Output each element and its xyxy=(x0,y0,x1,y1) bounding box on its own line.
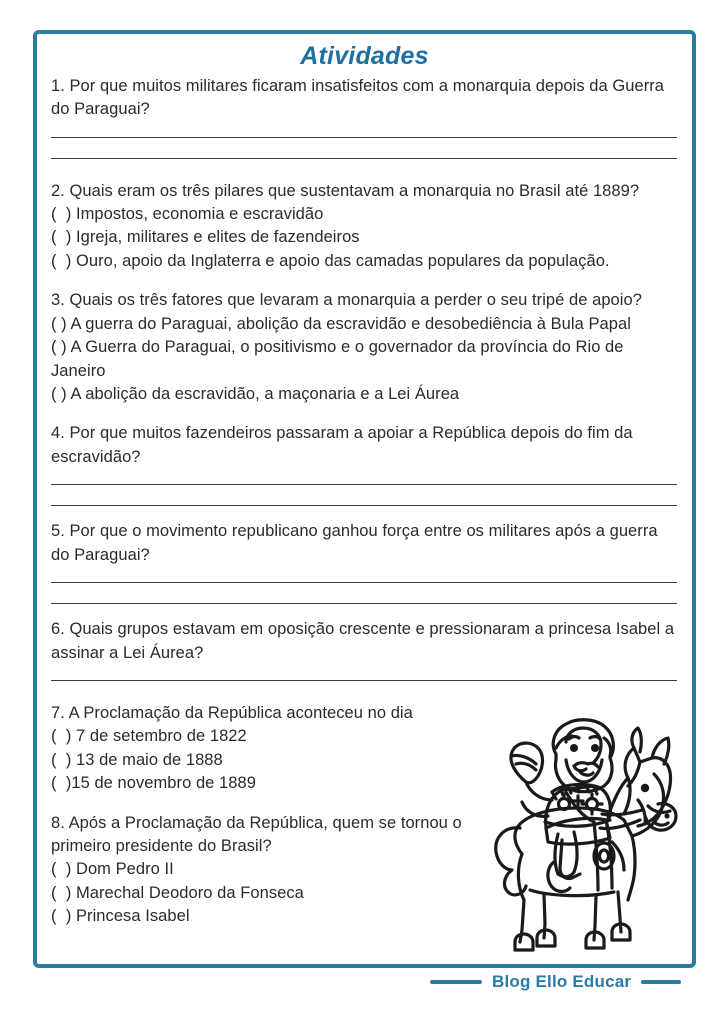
question-5-text: 5. Por que o movimento republicano ganhou força entre os militares após a guerra do Paraguai? xyxy=(51,522,658,564)
question-6-text: 6. Quais grupos estavam em oposição crescente e pressionaram a princesa Isabel a assinar a Lei Áurea? xyxy=(51,620,675,662)
spacer xyxy=(51,165,678,180)
footer-dash-left-icon xyxy=(430,980,482,984)
spacer xyxy=(51,274,678,289)
bottom-questions-column xyxy=(51,702,471,930)
question-8-option-1[interactable]: ( ) Dom Pedro II xyxy=(51,860,174,879)
question-1-answer-line-2[interactable] xyxy=(51,143,678,164)
spacer xyxy=(51,610,678,618)
question-1-answer-line-1[interactable] xyxy=(51,122,678,143)
question-6 xyxy=(51,618,678,686)
footer-brand-label: Blog Ello Educar xyxy=(492,972,632,991)
bottom-section xyxy=(51,702,678,959)
question-7-option-3[interactable]: ( )15 de novembro de 1889 xyxy=(51,774,256,793)
question-5 xyxy=(51,520,678,609)
worksheet-frame xyxy=(33,30,696,968)
question-1 xyxy=(51,75,678,164)
spacer xyxy=(51,512,678,520)
question-6-answer-line-1[interactable] xyxy=(51,665,678,686)
question-3-option-2[interactable]: ( ) A Guerra do Paraguai, o positivismo e o governador da província do Rio de Janeiro xyxy=(51,338,624,380)
question-8-text: 8. Após a Proclamação da República, quem se tornou o primeiro presidente do Brasil? xyxy=(51,813,462,856)
spacer xyxy=(51,797,471,812)
spacer xyxy=(51,687,678,702)
spacer xyxy=(51,407,678,422)
question-4 xyxy=(51,422,678,511)
question-2-option-3[interactable]: ( ) Ouro, apoio da Inglaterra e apoio das camadas populares da população. xyxy=(51,251,610,270)
question-3 xyxy=(51,289,678,406)
question-3-option-3[interactable]: ( ) A abolição da escravidão, a maçonaria e a Lei Áurea xyxy=(51,384,460,403)
question-2-text: 2. Quais eram os três pilares que sustentavam a monarquia no Brasil até 1889? xyxy=(51,181,640,200)
footer xyxy=(0,972,724,1012)
question-4-answer-line-2[interactable] xyxy=(51,490,678,511)
question-2-option-2[interactable]: ( ) Igreja, militares e elites de fazendeiros xyxy=(51,228,360,247)
question-8 xyxy=(51,812,471,929)
question-8-option-2[interactable]: ( ) Marechal Deodoro da Fonseca xyxy=(51,883,304,902)
footer-dash-right-icon xyxy=(641,980,681,984)
question-2 xyxy=(51,180,678,274)
question-4-text: 4. Por que muitos fazendeiros passaram a apoiar a República depois do fim da escravidão? xyxy=(51,424,633,466)
question-8-option-3[interactable]: ( ) Princesa Isabel xyxy=(51,907,190,926)
question-7 xyxy=(51,702,471,796)
question-3-text: 3. Quais os três fatores que levaram a monarquia a perder o seu tripé de apoio? xyxy=(51,291,642,310)
question-5-answer-line-1[interactable] xyxy=(51,567,678,588)
question-4-answer-line-1[interactable] xyxy=(51,469,678,490)
question-3-option-1[interactable]: ( ) A guerra do Paraguai, abolição da escravidão e desobediência à Bula Papal xyxy=(51,314,631,333)
page-title: Atividades xyxy=(300,42,429,70)
question-1-text: 1. Por que muitos militares ficaram insatisfeitos com a monarquia depois da Guerra do Paraguai? xyxy=(51,76,665,119)
question-7-option-2[interactable]: ( ) 13 de maio de 1888 xyxy=(51,750,223,769)
marechal-deodoro-on-horse-illustration xyxy=(482,704,682,959)
question-5-answer-line-2[interactable] xyxy=(51,588,678,609)
question-2-option-1[interactable]: ( ) Impostos, economia e escravidão xyxy=(51,205,324,224)
worksheet-content xyxy=(37,34,692,964)
question-7-option-1[interactable]: ( ) 7 de setembro de 1822 xyxy=(51,727,247,746)
question-7-text: 7. A Proclamação da República aconteceu no dia xyxy=(51,703,413,722)
